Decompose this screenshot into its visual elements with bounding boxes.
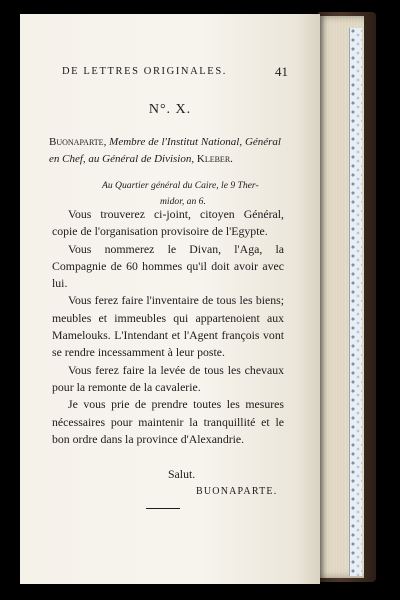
salutation: Salut. — [168, 467, 196, 481]
dateline-line-1: Au Quartier général du Caire, le 9 Ther- — [102, 180, 259, 191]
dateline-line-2: midor, an 6. — [160, 196, 206, 207]
letter-body — [52, 206, 284, 448]
page-number: 41 — [275, 64, 288, 79]
running-title: DE LETTRES ORIGINALES. — [62, 66, 227, 77]
paragraph: Vous ferez faire l'inventaire de tous les biens; meubles et immeubles qui appartenoient aux Mamelouks. L'Intendant et l'Agent françois vont se rendre incessamment à leur poste. — [52, 293, 284, 360]
signature: BUONAPARTE. — [196, 486, 278, 497]
marbled-edge — [349, 28, 362, 576]
paragraph: Vous ferez faire la levée de tous les chevaux pour la remonte de la cavalerie. — [52, 362, 284, 394]
paragraph: Je vous prie de prendre toutes les mesures nécessaires pour maintenir la tranquillité et le bon ordre dans la province d'Alexandrie. — [52, 397, 284, 446]
sender-name: Buonaparte — [49, 136, 104, 148]
book-page — [20, 14, 320, 584]
paragraph: Vous trouverez ci-joint, citoyen Général, copie de l'organisation provisoire de l'Egypte. — [52, 207, 284, 239]
letter-address — [49, 134, 281, 167]
sender-title: , Membre de l'Institut National, Général en Chef, au Général de Division, — [49, 136, 281, 165]
recipient-name: Kleber. — [196, 152, 233, 165]
closing-rule — [146, 508, 180, 509]
document-number: N°. X. — [148, 102, 192, 117]
paragraph: Vous nommerez le Divan, l'Aga, la Compagnie de 60 hommes qu'il doit avoir avec lui. — [52, 241, 284, 291]
running-head — [56, 64, 288, 80]
